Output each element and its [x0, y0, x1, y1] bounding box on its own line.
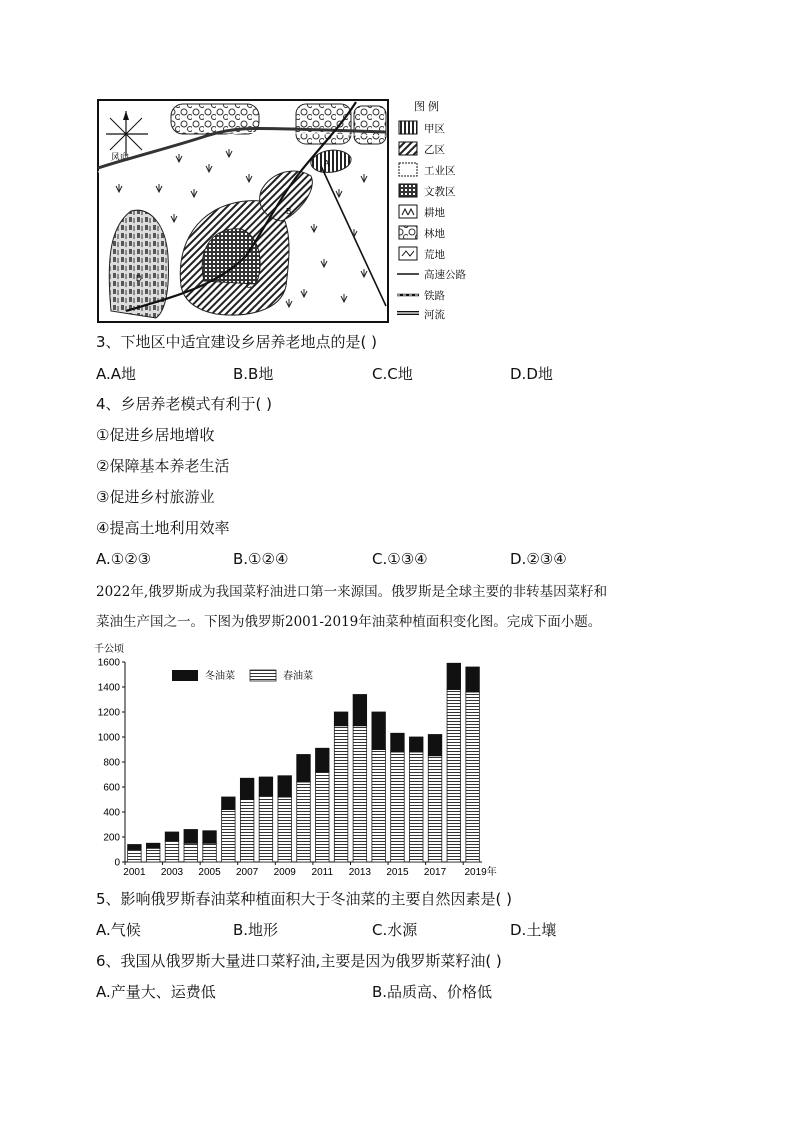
- q4-option-c[interactable]: C.①③④: [372, 550, 428, 568]
- bar-spring-2006: [222, 810, 236, 863]
- map-figure: [96, 96, 481, 324]
- y-tick-label: 1600: [97, 657, 120, 669]
- bar-spring-2004: [184, 843, 198, 862]
- y-tick-label: 1000: [97, 732, 120, 744]
- question-4-stem: 4、乡居养老模式有利于( ): [96, 395, 273, 413]
- bar-winter-2006: [222, 797, 236, 810]
- y-tick-label: 800: [103, 757, 120, 769]
- y-tick-label: 400: [103, 807, 120, 819]
- y-tick-label: 200: [103, 832, 120, 844]
- legend-label-7: 荒地: [424, 249, 445, 261]
- bar-winter-2009: [278, 776, 292, 797]
- legend-label-4: 文教区: [424, 186, 456, 198]
- legend-label-5: 耕地: [424, 207, 445, 219]
- x-tick-label: 2013: [348, 867, 371, 878]
- bar-winter-2014: [372, 712, 386, 750]
- x-tick-label: 2015: [386, 867, 409, 878]
- question-5-stem: 5、影响俄罗斯春油菜种植面积大于冬油菜的主要自然因素是( ): [96, 890, 513, 908]
- bar-winter-2007: [240, 778, 254, 799]
- y-tick-label: 1200: [97, 707, 120, 719]
- legend-label-2: 乙区: [424, 144, 445, 156]
- legend-label-10: 河流: [424, 309, 445, 321]
- bar-winter-2003: [165, 832, 179, 841]
- bar-spring-2001: [128, 850, 142, 863]
- bar-winter-2015: [391, 733, 405, 752]
- legend-swatch-winter: [172, 670, 198, 681]
- vertical-stripes-icon: [399, 121, 417, 134]
- q3-option-d[interactable]: D.D地: [510, 365, 553, 383]
- bar-winter-2012: [334, 712, 348, 726]
- diagonal-stripes-icon: [399, 142, 417, 155]
- passage-line-2: 菜油生产国之一。下图为俄罗斯2001-2019年油菜种植面积变化图。完成下面小题。: [96, 614, 602, 630]
- point-label-b: B: [286, 207, 292, 216]
- bar-spring-2013: [353, 726, 367, 862]
- farmland-icon: [399, 205, 417, 218]
- q3-option-b[interactable]: B.B地: [233, 365, 274, 383]
- q6-option-a[interactable]: A.产量大、运费低: [96, 983, 216, 1001]
- compass-label: 风向: [111, 152, 130, 162]
- bar-winter-2018: [447, 663, 461, 689]
- bar-spring-2007: [240, 800, 254, 863]
- q4-item-4: ④提高土地利用效率: [96, 519, 230, 537]
- q4-item-3: ③促进乡村旅游业: [96, 488, 215, 506]
- q3-option-c[interactable]: C.C地: [372, 365, 413, 383]
- q4-item-2: ②保障基本养老生活: [96, 457, 230, 475]
- bar-spring-2014: [372, 750, 386, 863]
- legend-label-spring: 春油菜: [283, 671, 313, 682]
- legend-swatches: [397, 121, 419, 313]
- bar-winter-2005: [203, 831, 217, 844]
- passage-line-1: 2022年,俄罗斯成为我国菜籽油进口第一来源国。俄罗斯是全球主要的非转基因菜籽和: [96, 584, 608, 600]
- x-tick-label: 2003: [160, 867, 184, 878]
- bar-spring-2009: [278, 797, 292, 862]
- bar-winter-2013: [353, 695, 367, 726]
- legend-swatch-spring: [250, 670, 276, 681]
- bar-spring-2005: [203, 843, 217, 862]
- bar-winter-2004: [184, 830, 198, 844]
- legend-label-1: 甲区: [424, 123, 445, 135]
- x-tick-label: 2019年: [464, 867, 497, 878]
- q4-option-b[interactable]: B.①②④: [233, 550, 289, 568]
- dotted-box-icon: [399, 163, 417, 176]
- bar-spring-2018: [447, 690, 461, 863]
- bar-spring-2017: [428, 756, 442, 862]
- point-label-c: C: [246, 281, 252, 290]
- forest-icon: [399, 226, 417, 239]
- legend-label-9: 铁路: [424, 290, 445, 302]
- x-tick-label: 2017: [423, 867, 447, 878]
- bar-spring-2019: [466, 692, 480, 862]
- bar-winter-2016: [409, 737, 423, 752]
- legend-label-6: 林地: [424, 228, 445, 240]
- point-label-a: A: [324, 159, 330, 168]
- legend-label-8: 高速公路: [424, 269, 466, 281]
- bar-winter-2011: [316, 748, 330, 772]
- bar-spring-2012: [334, 726, 348, 862]
- bar-spring-2010: [297, 782, 311, 862]
- crosshatch-icon: [399, 184, 417, 197]
- x-tick-label: 2001: [123, 867, 146, 878]
- q3-option-a[interactable]: A.A地: [96, 365, 137, 383]
- bar-spring-2002: [146, 848, 160, 862]
- rapeseed-area-chart: [90, 640, 520, 880]
- bar-spring-2008: [259, 796, 273, 862]
- q5-option-a[interactable]: A.气候: [96, 921, 141, 939]
- x-tick-label: 2009: [273, 867, 296, 878]
- bar-winter-2019: [466, 667, 480, 692]
- land-use-map: [96, 96, 481, 324]
- bar-spring-2016: [409, 752, 423, 862]
- q4-option-d[interactable]: D.②③④: [510, 550, 567, 568]
- y-tick-label: 1400: [97, 682, 120, 694]
- bar-winter-2002: [146, 843, 160, 848]
- x-tick-label: 2005: [198, 867, 221, 878]
- legend-label-3: 工业区: [424, 165, 456, 177]
- bar-winter-2017: [428, 735, 442, 756]
- y-tick-label: 600: [103, 782, 120, 794]
- bar-winter-2010: [297, 755, 311, 783]
- q4-option-a[interactable]: A.①②③: [96, 550, 152, 568]
- legend-title: 图 例: [414, 101, 440, 113]
- chart-svg: [90, 640, 520, 880]
- q6-option-b[interactable]: B.品质高、价格低: [372, 983, 493, 1001]
- y-tick-label: 0: [114, 857, 120, 869]
- bar-spring-2015: [391, 752, 405, 862]
- bar-winter-2001: [128, 845, 142, 850]
- question-6-stem: 6、我国从俄罗斯大量进口菜籽油,主要是因为俄罗斯菜籽油( ): [96, 952, 502, 970]
- y-axis-unit-label: 千公顷: [94, 644, 124, 655]
- point-label-d: D: [136, 274, 142, 283]
- bar-spring-2011: [316, 772, 330, 862]
- x-tick-label: 2007: [236, 867, 259, 878]
- legend-label-winter: 冬油菜: [205, 671, 235, 682]
- bar-winter-2008: [259, 777, 273, 796]
- q5-option-d[interactable]: D.土壤: [510, 921, 557, 939]
- bar-spring-2003: [165, 841, 179, 862]
- q4-item-1: ①促进乡居地增收: [96, 426, 215, 444]
- question-3-stem: 3、下地区中适宜建设乡居养老地点的是( ): [96, 333, 378, 351]
- q5-option-b[interactable]: B.地形: [233, 921, 279, 939]
- q5-option-c[interactable]: C.水源: [372, 921, 418, 939]
- x-tick-label: 2011: [311, 867, 334, 878]
